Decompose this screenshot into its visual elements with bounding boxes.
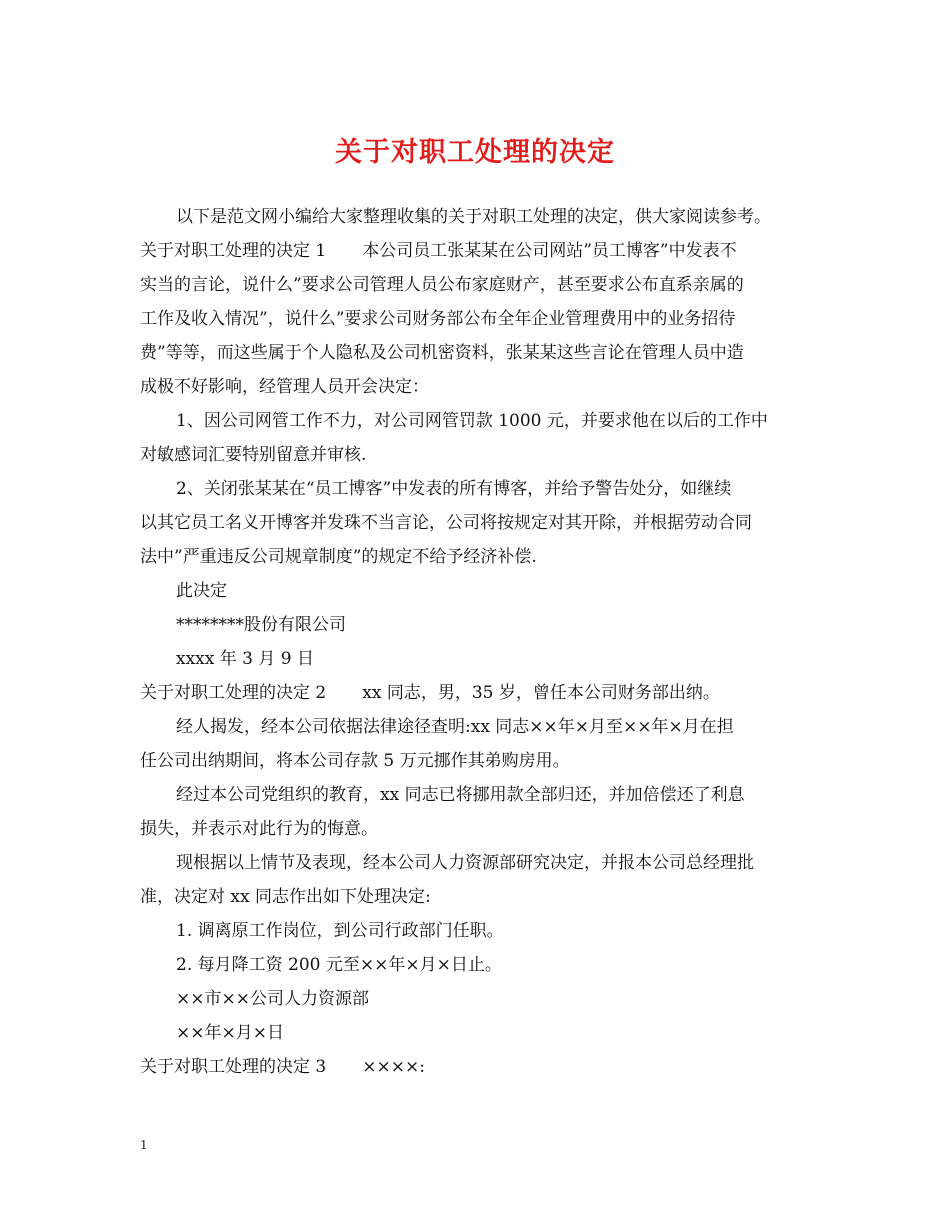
section-3-heading-line <box>140 1050 820 1084</box>
text-line: 现根据以上情节及表现，经本公司人力资源部研究决定，并报本公司总经理批 <box>176 853 754 873</box>
text-line: 成极不好影响，经管理人员开会决定： <box>140 377 429 397</box>
section-3-heading: 关于对职工处理的决定 3 <box>140 1057 327 1077</box>
section-2-heading: 关于对职工处理的决定 2 <box>140 683 327 703</box>
list-item: 1. 调离原工作岗位，到公司行政部门任职。 <box>176 921 504 941</box>
text-line: 费”等等，而这些属于个人隐私及公司机密资料，张某某这些言论在管理人员中造 <box>140 343 744 363</box>
section-1-text: 本公司员工张某某在公司网站”员工博客”中发表不 <box>362 241 737 261</box>
section-3-text: ××××: <box>362 1057 425 1077</box>
section-2-heading-line <box>140 676 820 710</box>
signature-department: ××市××公司人力资源部 <box>176 989 369 1009</box>
section-1-heading-line <box>140 234 820 268</box>
text-line: 以其它员工名义开博客并发珠不当言论，公司将按规定对其开除，并根据劳动合同 <box>140 513 752 533</box>
text-line: 工作及收入情况”，说什么”要求公司财务部公布全年企业管理费用中的业务招待 <box>140 309 736 329</box>
section-2-text: xx 同志，男，35 岁，曾任本公司财务部出纳。 <box>362 683 720 703</box>
closing-line: 此决定 <box>176 581 227 601</box>
signature-date: xxxx 年 3 月 9 日 <box>176 649 315 669</box>
text-line: 经过本公司党组织的教育，xx 同志已将挪用款全部归还，并加倍偿还了利息 <box>176 785 745 805</box>
intro-paragraph: 以下是范文网小编给大家整理收集的关于对职工处理的决定，供大家阅读参考。 <box>176 207 771 227</box>
text-line: 对敏感词汇要特别留意并审核. <box>140 445 367 465</box>
signature-date: ××年×月×日 <box>176 1023 284 1043</box>
text-line: 任公司出纳期间，将本公司存款 5 万元挪作其弟购房用。 <box>140 751 570 771</box>
text-line: 经人揭发，经本公司依据法律途径查明:xx 同志××年×月至××年×月在担 <box>176 717 734 737</box>
text-line: 1、因公司网管工作不力，对公司网管罚款 1000 元，并要求他在以后的工作中 <box>176 411 768 431</box>
list-item: 2. 每月降工资 200 元至××年×月×日止。 <box>176 955 502 975</box>
text-line: 2、关闭张某某在“员工博客”中发表的所有博客，并给予警告处分，如继续 <box>176 479 732 499</box>
document-title: 关于对职工处理的决定 <box>335 137 615 168</box>
signature-company: ********股份有限公司 <box>176 615 346 635</box>
section-1-heading: 关于对职工处理的决定 1 <box>140 241 327 261</box>
text-line: 实当的言论，说什么”要求公司管理人员公布家庭财产，甚至要求公布直系亲属的 <box>140 275 744 295</box>
text-line: 损失，并表示对此行为的悔意。 <box>140 819 378 839</box>
page-number: 1 <box>140 1138 148 1152</box>
text-line: 法中”严重违反公司规章制度”的规定不给予经济补偿. <box>140 547 537 567</box>
text-line: 准，决定对 xx 同志作出如下处理决定: <box>140 887 431 907</box>
document-body <box>140 200 820 1084</box>
